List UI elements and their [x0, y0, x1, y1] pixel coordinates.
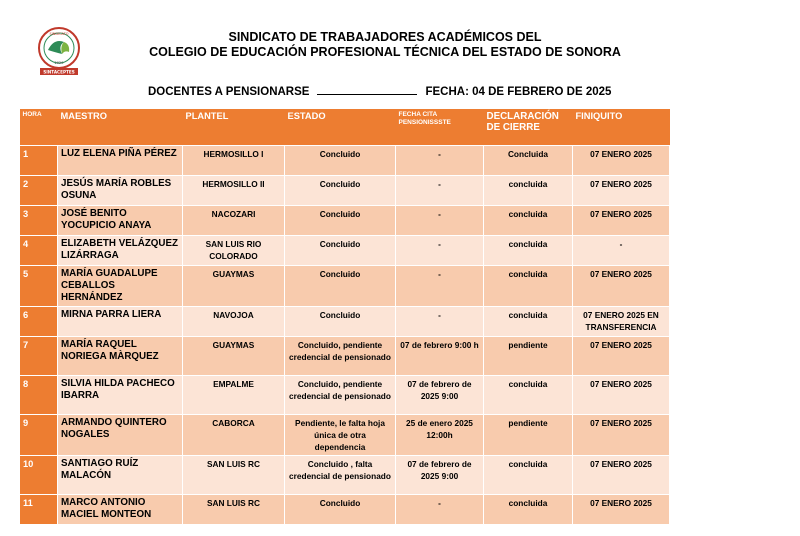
row-maestro: SANTIAGO RUÍZ MALACÓN: [58, 456, 183, 495]
row-plantel: GUAYMAS: [183, 337, 285, 376]
row-finiquito: -: [573, 236, 670, 266]
row-finiquito: 07 ENERO 2025 EN TRANSFERENCIA: [573, 307, 670, 337]
row-estado: Concluido: [285, 307, 396, 337]
row-estado: Pendiente, le falta hoja única de otra dependencia: [285, 415, 396, 456]
row-fecha-cita: -: [396, 266, 484, 307]
table-row: [20, 146, 670, 176]
fecha-label: FECHA: 04 DE FEBRERO DE 2025: [425, 86, 612, 98]
table-row: [20, 236, 670, 266]
svg-text:SINDICATO: SINDICATO: [49, 32, 69, 36]
row-plantel: HERMOSILLO I: [183, 146, 285, 176]
row-declaracion: concluida: [484, 456, 573, 495]
row-maestro: ELIZABETH VELÁZQUEZ LIZÁRRAGA: [58, 236, 183, 266]
table-row: [20, 337, 670, 376]
table-row: [20, 415, 670, 456]
col-hora: HORA: [20, 109, 58, 146]
row-declaracion: concluida: [484, 176, 573, 206]
row-hora: 3: [20, 206, 58, 236]
row-declaracion: concluida: [484, 236, 573, 266]
row-plantel: SAN LUIS RC: [183, 495, 285, 525]
col-estado: ESTADO: [285, 109, 396, 146]
row-maestro: JOSÉ BENITO YOCUPICIO ANAYA: [58, 206, 183, 236]
header-line-1: SINDICATO DE TRABAJADORES ACADÉMICOS DEL: [228, 30, 542, 44]
row-declaracion: concluida: [484, 206, 573, 236]
row-declaracion: concluida: [484, 307, 573, 337]
row-declaracion: concluida: [484, 495, 573, 525]
row-plantel: NAVOJOA: [183, 307, 285, 337]
row-plantel: NACOZARI: [183, 206, 285, 236]
row-hora: 6: [20, 307, 58, 337]
row-fecha-cita: 07 de febrero de 2025 9:00: [396, 376, 484, 415]
table-row: [20, 266, 670, 307]
row-hora: 9: [20, 415, 58, 456]
row-fecha-cita: -: [396, 236, 484, 266]
row-hora: 2: [20, 176, 58, 206]
row-estado: Concluido, pendiente credencial de pensionado: [285, 376, 396, 415]
sindicato-logo: [34, 26, 84, 76]
row-finiquito: 07 ENERO 2025: [573, 337, 670, 376]
row-fecha-cita: 07 de febrero 9:00 h: [396, 337, 484, 376]
row-maestro: SILVIA HILDA PACHECO IBARRA: [58, 376, 183, 415]
row-fecha-cita: 07 de febrero de 2025 9:00: [396, 456, 484, 495]
row-hora: 1: [20, 146, 58, 176]
blank-line: [317, 84, 417, 95]
svg-text:SINTACEPTES: SINTACEPTES: [43, 69, 75, 75]
row-declaracion: Concluida: [484, 146, 573, 176]
row-finiquito: 07 ENERO 2025: [573, 266, 670, 307]
row-plantel: EMPALME: [183, 376, 285, 415]
sindicato-seal-icon: [34, 26, 84, 76]
docentes-label: DOCENTES A PENSIONARSE: [148, 86, 310, 98]
row-plantel: GUAYMAS: [183, 266, 285, 307]
row-finiquito: 07 ENERO 2025: [573, 206, 670, 236]
row-hora: 11: [20, 495, 58, 525]
row-fecha-cita: 25 de enero 2025 12:00h: [396, 415, 484, 456]
row-maestro: JESÚS MARÍA ROBLES OSUNA: [58, 176, 183, 206]
row-hora: 8: [20, 376, 58, 415]
row-fecha-cita: -: [396, 495, 484, 525]
document-subheader: [148, 84, 611, 98]
row-plantel: HERMOSILLO II: [183, 176, 285, 206]
col-finiquito: FINIQUITO: [573, 109, 670, 146]
col-plantel: PLANTEL: [183, 109, 285, 146]
row-estado: Concluido: [285, 206, 396, 236]
row-estado: Concluido: [285, 146, 396, 176]
col-maestro: MAESTRO: [58, 109, 183, 146]
row-estado: Concluido: [285, 236, 396, 266]
table-header-row: [20, 109, 670, 146]
row-declaracion: pendiente: [484, 337, 573, 376]
row-declaracion: concluida: [484, 266, 573, 307]
row-finiquito: 07 ENERO 2025: [573, 146, 670, 176]
row-hora: 10: [20, 456, 58, 495]
row-estado: Concluido: [285, 266, 396, 307]
row-finiquito: 07 ENERO 2025: [573, 176, 670, 206]
row-maestro: MIRNA PARRA LIERA: [58, 307, 183, 337]
row-estado: Concluido, pendiente credencial de pensionado: [285, 337, 396, 376]
header-line-2: COLEGIO DE EDUCACIÓN PROFESIONAL TÉCNICA DEL ESTADO DE SONORA: [149, 45, 621, 59]
table-row: [20, 376, 670, 415]
row-declaracion: pendiente: [484, 415, 573, 456]
row-maestro: MARÍA RAQUEL NORIEGA MÀRQUEZ: [58, 337, 183, 376]
row-maestro: LUZ ELENA PIÑA PÉREZ: [58, 146, 183, 176]
table-row: [20, 176, 670, 206]
row-finiquito: 07 ENERO 2025: [573, 415, 670, 456]
table-row: [20, 495, 670, 525]
row-plantel: SAN LUIS RIO COLORADO: [183, 236, 285, 266]
table-row: [20, 456, 670, 495]
row-finiquito: 07 ENERO 2025: [573, 456, 670, 495]
row-maestro: MARCO ANTONIO MACIEL MONTEON: [58, 495, 183, 525]
row-finiquito: 07 ENERO 2025: [573, 376, 670, 415]
row-hora: 7: [20, 337, 58, 376]
col-declaracion: DECLARACIÓN DE CIERRE: [484, 109, 573, 146]
row-hora: 5: [20, 266, 58, 307]
row-fecha-cita: -: [396, 307, 484, 337]
table-row: [20, 206, 670, 236]
row-plantel: CABORCA: [183, 415, 285, 456]
col-fecha-cita: FECHA CITA PENSIONISSSTE: [396, 109, 484, 146]
row-hora: 4: [20, 236, 58, 266]
row-estado: Concluido: [285, 176, 396, 206]
row-plantel: SAN LUIS RC: [183, 456, 285, 495]
row-fecha-cita: -: [396, 146, 484, 176]
row-estado: Concluido: [285, 495, 396, 525]
row-fecha-cita: -: [396, 206, 484, 236]
row-declaracion: concluida: [484, 376, 573, 415]
row-estado: Concluido , falta credencial de pensionado: [285, 456, 396, 495]
document-header: [100, 30, 670, 60]
row-maestro: MARÍA GUADALUPE CEBALLOS HERNÁNDEZ: [58, 266, 183, 307]
pensioners-table: [19, 109, 670, 525]
row-maestro: ARMANDO QUINTERO NOGALES: [58, 415, 183, 456]
row-finiquito: 07 ENERO 2025: [573, 495, 670, 525]
row-fecha-cita: -: [396, 176, 484, 206]
table-row: [20, 307, 670, 337]
svg-text:2020: 2020: [54, 61, 64, 65]
